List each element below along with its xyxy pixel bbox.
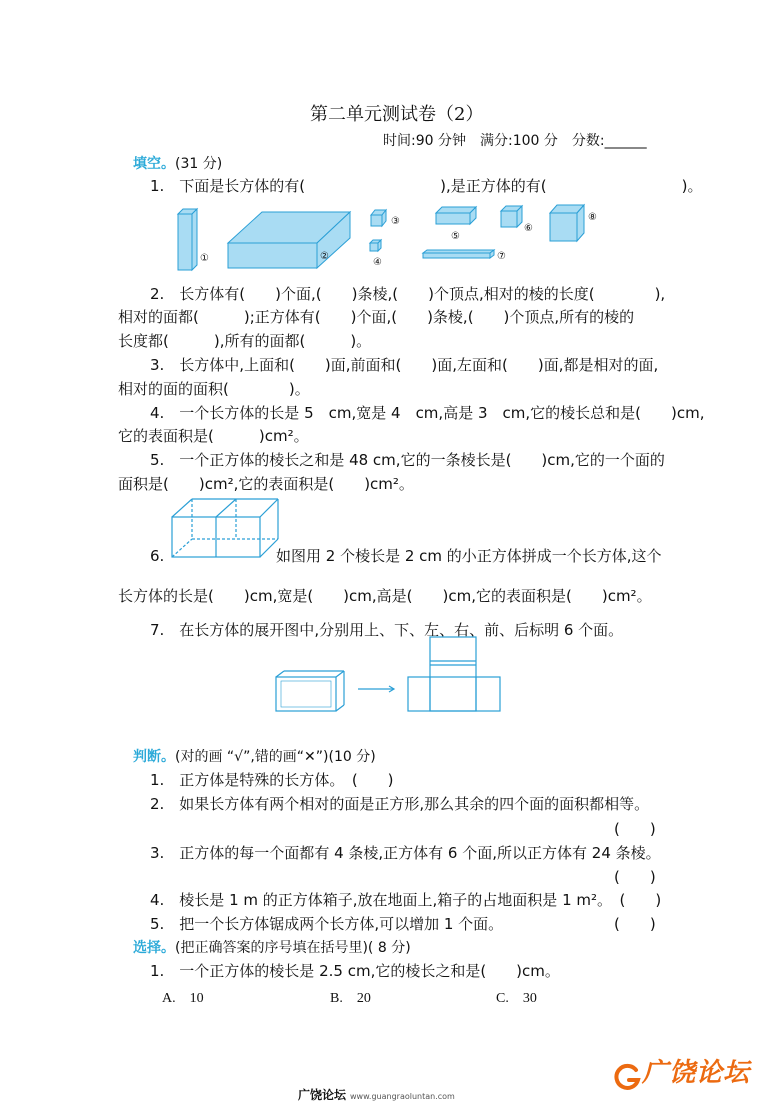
judge-q1: 1. 正方体是特殊的长方体。 ( ) [150,771,394,789]
fill-q4-line2: 它的表面积是( )cm²。 [118,427,309,445]
footer-site: 广饶论坛 [298,1088,347,1102]
footer-url: www.guangraoluntan.com [350,1092,455,1101]
choice-q1: 1. 一个正方体的棱长是 2.5 cm,它的棱长之和是( )cm。 [150,962,560,980]
fill-q7: 7. 在长方体的展开图中,分别用上、下、左、右、前、后标明 6 个面。 [150,621,624,639]
shape-label-8: ⑧ [588,212,597,223]
exam-meta: 时间:90 分钟 满分:100 分 分数:______ [383,133,647,149]
fill-q6-line1: 如图用 2 个棱长是 2 cm 的小正方体拼成一个长方体,这个 [276,547,662,565]
judge-q4: 4. 棱长是 1 m 的正方体箱子,放在地面上,箱子的占地面积是 1 m²。 ( ) [150,891,662,909]
section-choice-name: 选择。 [133,940,175,956]
q6-two-cubes-figure [170,497,282,561]
judge-q5: 5. 把一个长方体锯成两个长方体,可以增加 1 个面。 [150,915,504,933]
fill-q6-number: 6. [150,547,165,565]
shape-label-3: ③ [391,216,400,227]
judge-q3-line1: 3. 正方体的每一个面都有 4 条棱,正方体有 6 个面,所以正方体有 24 条棱。 [150,844,661,862]
shape-5-icon [436,207,476,224]
shape-label-5: ⑤ [451,231,460,242]
shape-8-icon [550,205,584,241]
fill-q2-line3: 长度都( ),所有的面都( )。 [118,332,372,350]
logo-text: 广饶论坛 [642,1058,751,1088]
judge-q5-paren: ( ) [614,915,656,933]
section-choice-note: (把正确答案的序号填在括号里)( 8 分) [175,940,411,956]
shape-4-icon [370,240,381,251]
section-fill-header [133,153,222,173]
fill-q5-line2: 面积是( )cm²,它的表面积是( )cm²。 [118,475,414,493]
fill-q3-line1: 3. 长方体中,上面和( )面,前面和( )面,左面和( )面,都是相对的面, [150,356,659,374]
section-fill-name: 填空。 [133,156,175,172]
fill-q6-line2: 长方体的长是( )cm,宽是( )cm,高是( )cm,它的表面积是( )cm²。 [118,587,652,605]
q7-arrow-icon [358,686,394,692]
shape-label-2: ② [320,251,329,262]
section-judge-note: (对的画 “√”,错的画“✕”)(10 分) [175,749,376,765]
judge-q2-paren: ( ) [614,820,656,838]
shape-6-icon [501,206,522,227]
fill-q2-line1: 2. 长方体有( )个面,( )条棱,( )个顶点,相对的棱的长度( ), [150,285,666,303]
site-logo [612,1052,750,1092]
judge-q2-line1: 2. 如果长方体有两个相对的面是正方形,那么其余的四个面的面积都相等。 [150,795,650,813]
fill-q2-line2: 相对的面都( );正方体有( )个面,( )条棱,( )个顶点,所有的棱的 [118,308,635,326]
choice-q1-option-c: C. 30 [496,991,537,1006]
shape-label-1: ① [200,253,209,264]
section-judge-name: 判断。 [133,749,175,765]
shape-7-icon [423,250,494,258]
section-judge-header [133,746,376,766]
judge-q3-paren: ( ) [614,868,656,886]
fill-q1: 1. 下面是长方体的有( ),是正方体的有( )。 [150,177,703,195]
footer [298,1086,455,1103]
shape-label-7: ⑦ [497,251,506,262]
shape-1-icon [178,209,197,270]
q7-net-icon [408,637,500,711]
page-title: 第二单元测试卷（2） [310,104,484,125]
fill-q4-line1: 4. 一个长方体的长是 5 cm,宽是 4 cm,高是 3 cm,它的棱长总和是( )cm, [150,404,705,422]
shape-label-6: ⑥ [524,223,533,234]
shape-3-icon [371,210,386,226]
shape-2-icon [228,212,350,268]
section-fill-note: (31 分) [175,156,223,172]
q1-shapes-figure [170,198,640,273]
section-choice-header [133,937,411,957]
fill-q3-line2: 相对的面的面积( )。 [118,380,310,398]
q7-net-figure [270,635,510,715]
choice-q1-option-a: A. 10 [162,991,204,1006]
q7-cuboid-icon [276,671,344,711]
choice-q1-option-b: B. 20 [330,991,371,1006]
logo-mark-icon [612,1062,642,1092]
fill-q5-line1: 5. 一个正方体的棱长之和是 48 cm,它的一条棱长是( )cm,它的一个面的 [150,451,665,469]
shape-label-4: ④ [373,257,382,268]
